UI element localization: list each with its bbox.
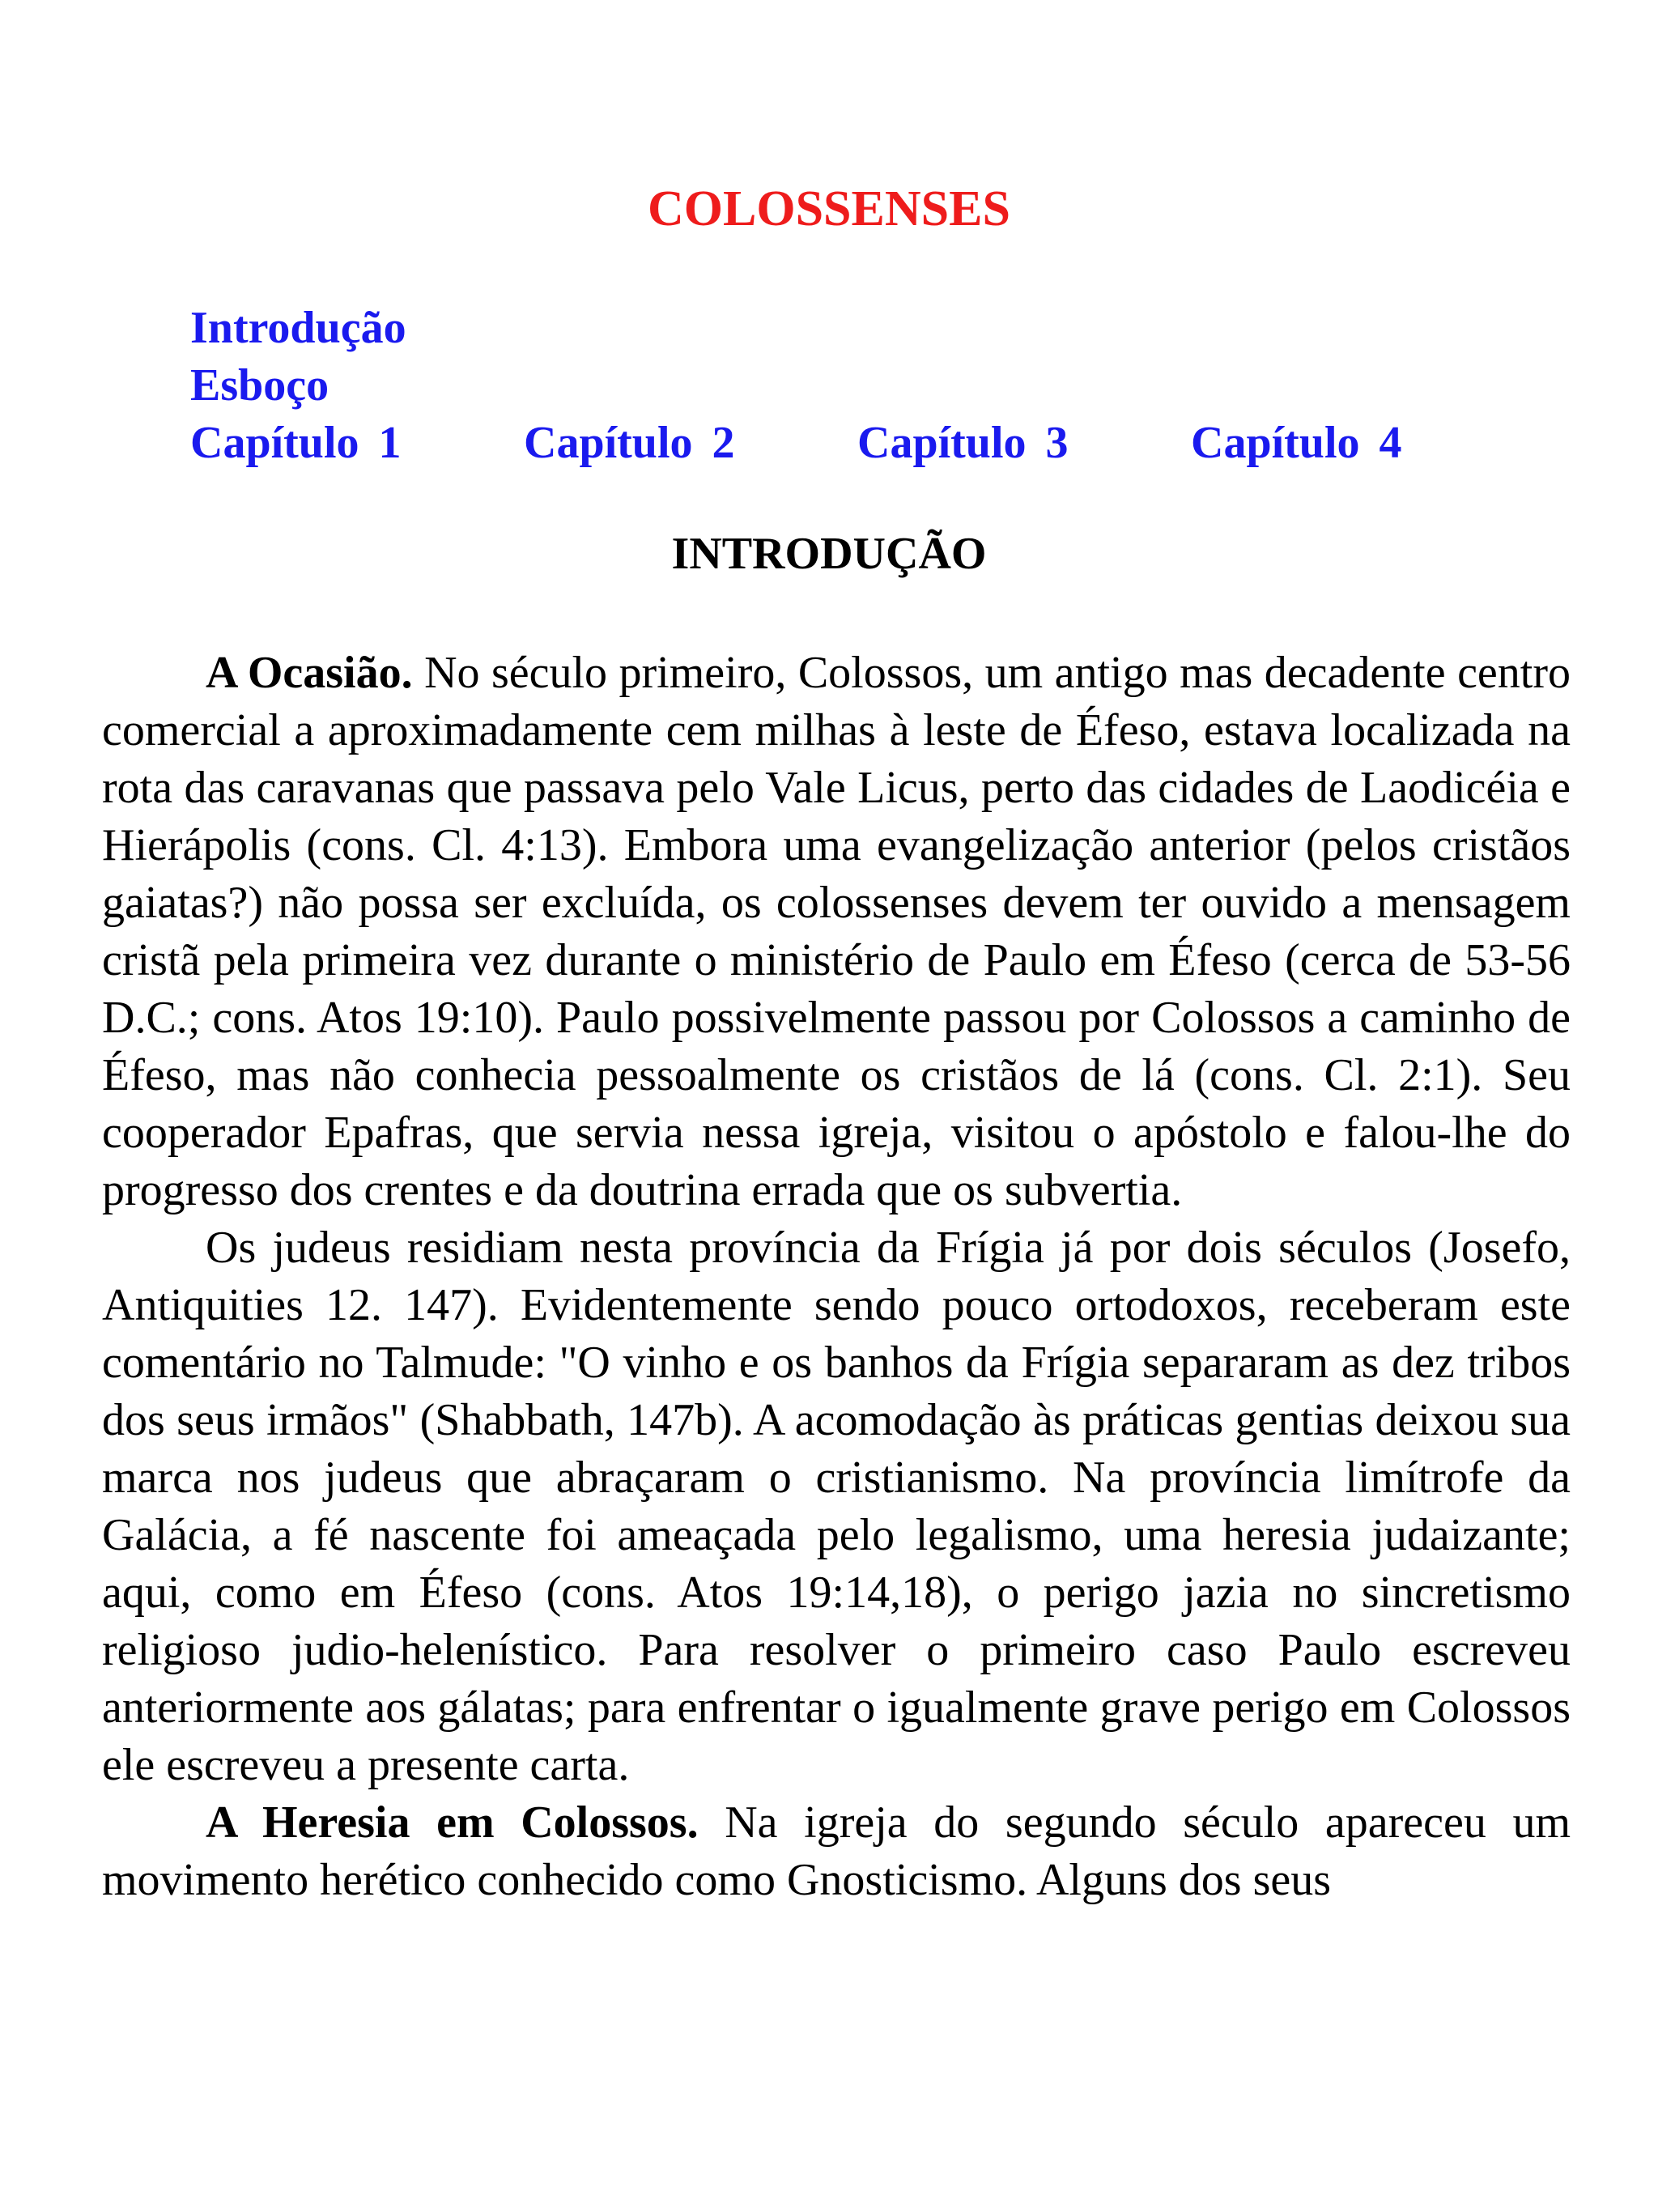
- paragraph-text: No século primeiro, Colossos, um antigo mas decadente centro comercial a aproximadamente cem milhas à leste de Éfeso, estava localizada na rota das caravanas que passava pelo Vale Licus, perto das cidades de Laodicéia e Hierápolis (cons. Cl. 4:13). Embora uma evangelização anterior (pelos cristãos gaiatas?) não possa ser excluída, os colossenses devem ter ouvido a mensagem cristã pela primeira vez durante o ministério de Paulo em Éfeso (cerca de 53-56 D.C.; cons. Atos 19:10). Paulo possivelmente passou por Colossos a caminho de Éfeso, mas não conhecia pessoalmente os cristãos de lá (cons. Cl. 2:1). Seu cooperador Epafras, que servia nessa igreja, visitou o apóstolo e falou-lhe do progresso dos crentes e da doutrina errada que os subvertia.: [102, 648, 1571, 1215]
- nav-link-capitulo-4[interactable]: Capítulo 4: [1191, 418, 1402, 468]
- document-title: COLOSSENSES: [648, 181, 1010, 236]
- nav-link-introducao[interactable]: Introdução: [190, 303, 406, 353]
- body-text: [102, 644, 1571, 1909]
- paragraph-text: Na igreja do segundo século apareceu um movimento herético conhecido como Gnosticismo. Alguns dos seus: [102, 1797, 1571, 1905]
- paragraph-ocasiao: [102, 644, 1571, 1219]
- nav-link-capitulo-3[interactable]: Capítulo 3: [857, 418, 1069, 468]
- paragraph-text: Os judeus residiam nesta província da Frígia já por dois séculos (Josefo, Antiquities 12. 147). Evidentemente sendo pouco ortodoxos, receberam este comentário no Talmude: "O vinho e os banhos da Frígia separaram as dez tribos dos seus irmãos" (Shabbath, 147b). A acomodação às práticas gentias deixou sua marca nos judeus que abraçaram o cristianismo. Na província limítrofe da Galácia, a fé nascente foi ameaçada pelo legalismo, uma heresia judaizante; aqui, como em Éfeso (cons. Atos 19:14,18), o perigo jazia no sincretismo religioso judio-helenístico. Para resolver o primeiro caso Paulo escreveu anteriormente aos gálatas; para enfrentar o igualmente grave perigo em Colossos ele escreveu a presente carta.: [102, 1223, 1571, 1790]
- table-of-contents: [190, 300, 1524, 472]
- paragraph-lead: A Heresia em Colossos.: [206, 1797, 699, 1848]
- paragraph-lead: A Ocasião.: [206, 648, 413, 698]
- nav-link-capitulo-2[interactable]: Capítulo 2: [524, 418, 735, 468]
- paragraph-judeus: [102, 1219, 1571, 1794]
- chapter-links-row: [190, 415, 1524, 472]
- nav-link-capitulo-1[interactable]: Capítulo 1: [190, 418, 402, 468]
- nav-link-esboco[interactable]: Esboço: [190, 360, 329, 410]
- paragraph-heresia: [102, 1794, 1571, 1909]
- section-heading-introducao: INTRODUÇÃO: [671, 529, 987, 579]
